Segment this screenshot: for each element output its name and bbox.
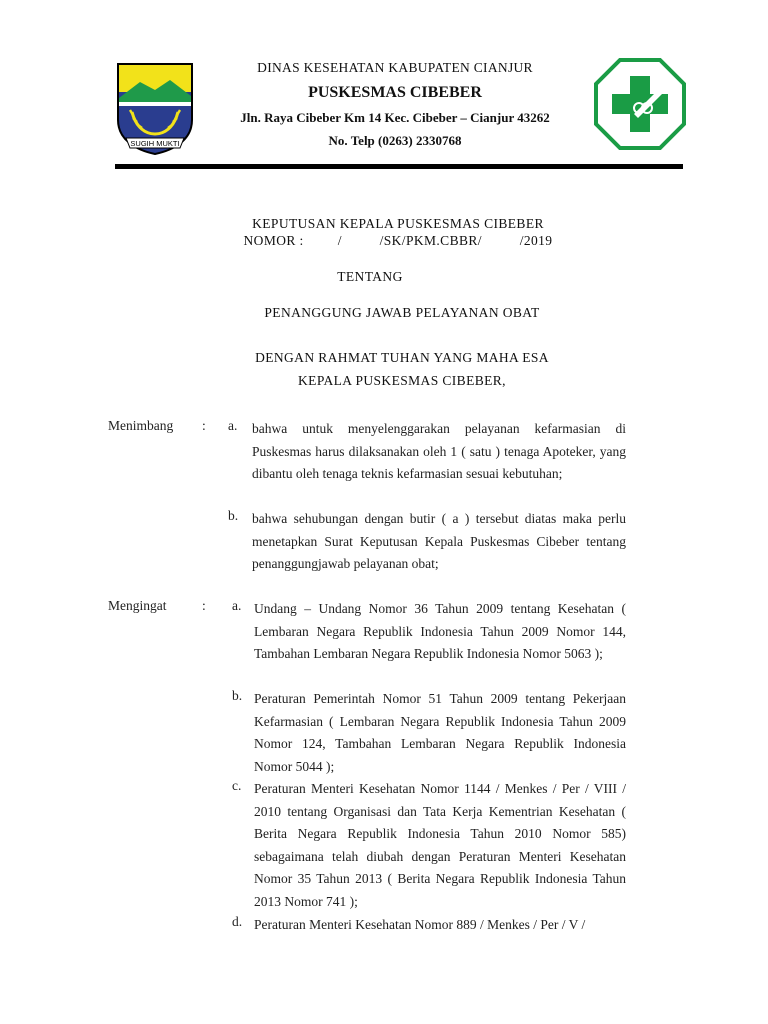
clinic-address: Jln. Raya Cibeber Km 14 Kec. Cibeber – Cianjur 43262 bbox=[240, 110, 550, 125]
list-marker: b. bbox=[228, 508, 239, 523]
puskesmas-cross-icon bbox=[594, 58, 686, 150]
decree-number: NOMOR : / /SK/PKM.CBBR/ /2019 bbox=[243, 233, 553, 248]
section-label: Menimbang bbox=[108, 418, 174, 433]
list-marker: c. bbox=[232, 778, 242, 793]
agency-name: DINAS KESEHATAN KABUPATEN CIANJUR bbox=[257, 60, 533, 75]
decree-subject: PENANGGUNG JAWAB PELAYANAN OBAT bbox=[264, 305, 540, 320]
list-item-text: Peraturan Menteri Kesehatan Nomor 889 / Menkes / Per / V / bbox=[254, 917, 586, 932]
list-item-text: bahwa untuk menyelenggarakan pelayanan kefarmasian di Puskesmas harus dilaksanakan oleh 1 ( satu ) tenaga Apoteker, yang dibantu oleh tenaga teknis kefarmasian sesuai kebutuhan; bbox=[252, 421, 626, 482]
clinic-name: PUSKESMAS CIBEBER bbox=[308, 84, 482, 101]
list-marker: b. bbox=[232, 688, 243, 703]
section-label: Mengingat bbox=[108, 598, 167, 613]
section-colon: : bbox=[202, 418, 206, 433]
list-item-text: Peraturan Menteri Kesehatan Nomor 1144 / Menkes / Per / VIII / 2010 tentang Organisasi dan Tata Kerja Kementrian Kesehatan ( Berita Negara Republik Indonesia Tahun 2010 Nomor 585) sebagaimana telah diubah dengan Peraturan Menteri Kesehatan Nomor 35 Tahun 2013 ( Berita Negara Republik Indonesia Tahun 2013 Nomor 741 ); bbox=[254, 781, 626, 909]
section-colon: : bbox=[202, 598, 206, 613]
decree-invocation: DENGAN RAHMAT TUHAN YANG MAHA ESA bbox=[255, 350, 549, 365]
letterhead-divider bbox=[115, 164, 683, 169]
decree-issuer: KEPALA PUSKESMAS CIBEBER, bbox=[298, 373, 506, 388]
regency-crest-icon bbox=[114, 62, 196, 156]
list-item-text: bahwa sehubungan dengan butir ( a ) tersebut diatas maka perlu menetapkan Surat Keputusan Kepala Puskesmas Cibeber tentang penanggungjawab pelayanan obat; bbox=[252, 511, 626, 572]
list-marker: a. bbox=[228, 418, 238, 433]
list-marker: d. bbox=[232, 914, 243, 929]
clinic-phone: No. Telp (0263) 2330768 bbox=[328, 133, 462, 148]
crest-motto: SUGIH MUKTI bbox=[130, 139, 180, 148]
decree-title: KEPUTUSAN KEPALA PUSKESMAS CIBEBER bbox=[252, 216, 544, 231]
decree-about-label: TENTANG bbox=[337, 269, 403, 284]
list-item-text: Peraturan Pemerintah Nomor 51 Tahun 2009 tentang Pekerjaan Kefarmasian ( Lembaran Negara Republik Indonesia Tahun 2009 Nomor 124, Tambahan Lembaran Negara Republik Indonesia Nomor 5044 ); bbox=[254, 691, 626, 774]
list-item-text: Undang – Undang Nomor 36 Tahun 2009 tentang Kesehatan ( Lembaran Negara Republik Indonesia Tahun 2009 Nomor 144, Tambahan Lembaran Negara Republik Indonesia Nomor 5063 ); bbox=[254, 601, 626, 662]
list-marker: a. bbox=[232, 598, 242, 613]
